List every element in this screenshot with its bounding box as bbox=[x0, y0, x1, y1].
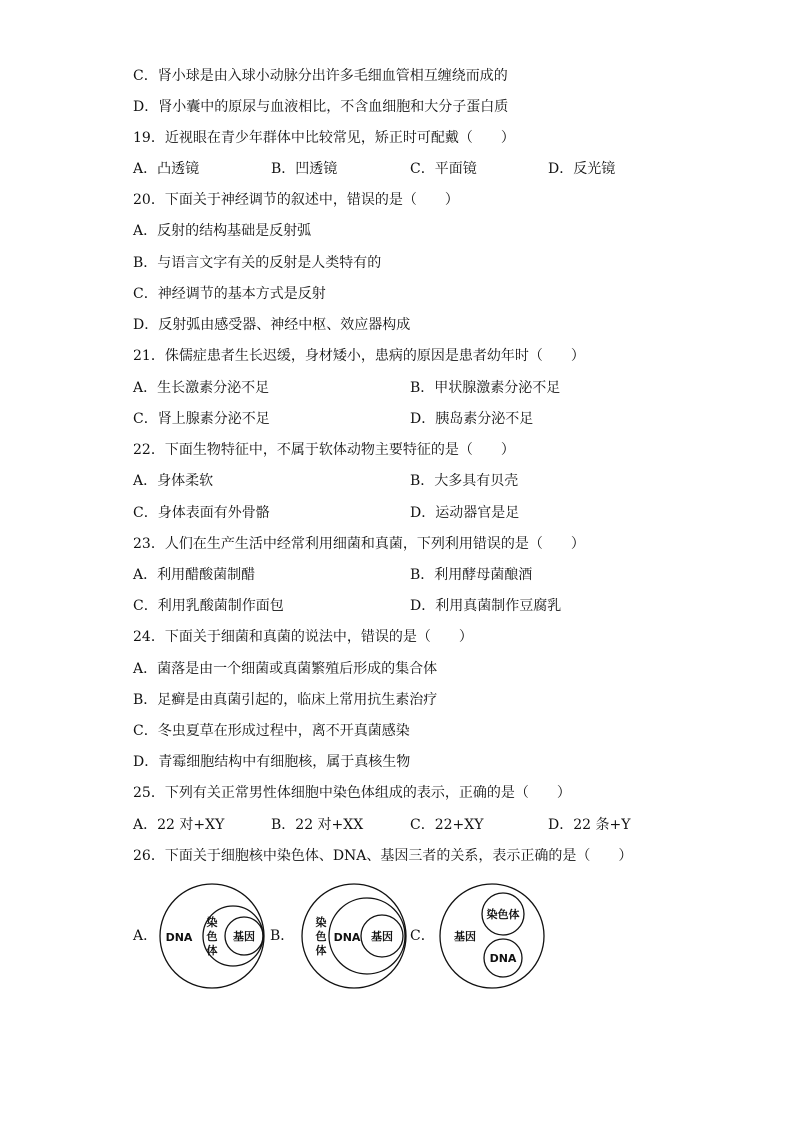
q18-option-d: D．肾小囊中的原尿与血液相比，不含血细胞和大分子蛋白质 bbox=[133, 99, 509, 115]
gene-label: 基因 bbox=[233, 930, 255, 943]
gene-label: 基因 bbox=[454, 930, 476, 943]
q21-stem: 21．侏儒症患者生长迟缓，身材矮小，患病的原因是患者幼年时（ ） bbox=[133, 348, 585, 364]
q24-stem: 24．下面关于细菌和真菌的说法中，错误的是（ ） bbox=[133, 629, 473, 645]
q25-option-b: B．22 对+XX bbox=[271, 817, 364, 833]
q25-option-c: C．22+XY bbox=[410, 817, 484, 833]
q24-option-c: C．冬虫夏草在形成过程中，离不开真菌感染 bbox=[133, 723, 410, 739]
q21-option-a: A．生长激素分泌不足 bbox=[133, 380, 270, 396]
chromosome-char-2: 色 bbox=[315, 930, 327, 943]
q19-stem: 19．近视眼在青少年群体中比较常见，矫正时可配戴（ ） bbox=[133, 130, 515, 146]
q23-option-c: C．利用乳酸菌制作面包 bbox=[133, 598, 284, 614]
q21-option-d: D．胰岛素分泌不足 bbox=[410, 411, 534, 427]
q26-fig-b-label: B． bbox=[270, 928, 295, 944]
chromosome-char-3: 体 bbox=[315, 944, 327, 957]
q22-stem: 22．下面生物特征中，不属于软体动物主要特征的是（ ） bbox=[133, 442, 515, 458]
q19-option-c: C．平面镜 bbox=[410, 161, 477, 177]
chromosome-char-1: 染 bbox=[206, 916, 218, 929]
q20-stem: 20．下面关于神经调节的叙述中，错误的是（ ） bbox=[133, 192, 459, 208]
q23-option-b: B．利用酵母菌酿酒 bbox=[410, 567, 533, 583]
q19-option-a: A．凸透镜 bbox=[133, 161, 200, 177]
q19-option-d: D．反光镜 bbox=[548, 161, 616, 177]
q22-option-a: A．身体柔软 bbox=[133, 473, 214, 489]
q22-option-c: C．身体表面有外骨骼 bbox=[133, 505, 270, 521]
q23-option-d: D．利用真菌制作豆腐乳 bbox=[410, 598, 562, 614]
q25-stem: 25．下列有关正常男性体细胞中染色体组成的表示，正确的是（ ） bbox=[133, 785, 571, 801]
chromosome-char-1: 染 bbox=[315, 916, 327, 929]
q21-option-b: B．甲状腺激素分泌不足 bbox=[410, 380, 561, 396]
q20-option-b: B．与语言文字有关的反射是人类特有的 bbox=[133, 255, 382, 271]
q26-diagram-c bbox=[436, 882, 548, 990]
q25-option-a: A．22 对+XY bbox=[133, 817, 225, 833]
q24-option-d: D．青霉细胞结构中有细胞核，属于真核生物 bbox=[133, 754, 411, 770]
q24-option-a: A．菌落是由一个细菌或真菌繁殖后形成的集合体 bbox=[133, 661, 438, 677]
q26-diagram-b bbox=[298, 882, 410, 990]
q24-option-b: B．足癣是由真菌引起的，临床上常用抗生素治疗 bbox=[133, 692, 438, 708]
q22-option-b: B．大多具有贝壳 bbox=[410, 473, 519, 489]
q26-fig-a-label: A． bbox=[133, 928, 158, 944]
q26-diagram-a bbox=[156, 882, 268, 990]
gene-label: 基因 bbox=[371, 930, 393, 943]
chromosome-char-3: 体 bbox=[206, 944, 218, 957]
q26-stem: 26．下面关于细胞核中染色体、DNA、基因三者的关系，表示正确的是（ ） bbox=[133, 848, 633, 864]
dna-label: DNA bbox=[165, 931, 193, 944]
q25-option-d: D．22 条+Y bbox=[548, 817, 631, 833]
q20-option-c: C．神经调节的基本方式是反射 bbox=[133, 286, 326, 302]
chromosome-char-2: 色 bbox=[206, 930, 218, 943]
q23-stem: 23．人们在生产生活中经常利用细菌和真菌，下列利用错误的是（ ） bbox=[133, 536, 585, 552]
q18-option-c: C．肾小球是由入球小动脉分出许多毛细血管相互缠绕而成的 bbox=[133, 68, 508, 84]
q22-option-d: D．运动器官是足 bbox=[410, 505, 520, 521]
q21-option-c: C．肾上腺素分泌不足 bbox=[133, 411, 270, 427]
q20-option-a: A．反射的结构基础是反射弧 bbox=[133, 223, 312, 239]
dna-label: DNA bbox=[489, 952, 517, 965]
dna-label: DNA bbox=[333, 931, 361, 944]
q26-fig-c-label: C． bbox=[410, 928, 435, 944]
q19-option-b: B．凹透镜 bbox=[271, 161, 338, 177]
chromosome-label: 染色体 bbox=[486, 908, 520, 921]
q20-option-d: D．反射弧由感受器、神经中枢、效应器构成 bbox=[133, 317, 411, 333]
q23-option-a: A．利用醋酸菌制醋 bbox=[133, 567, 256, 583]
